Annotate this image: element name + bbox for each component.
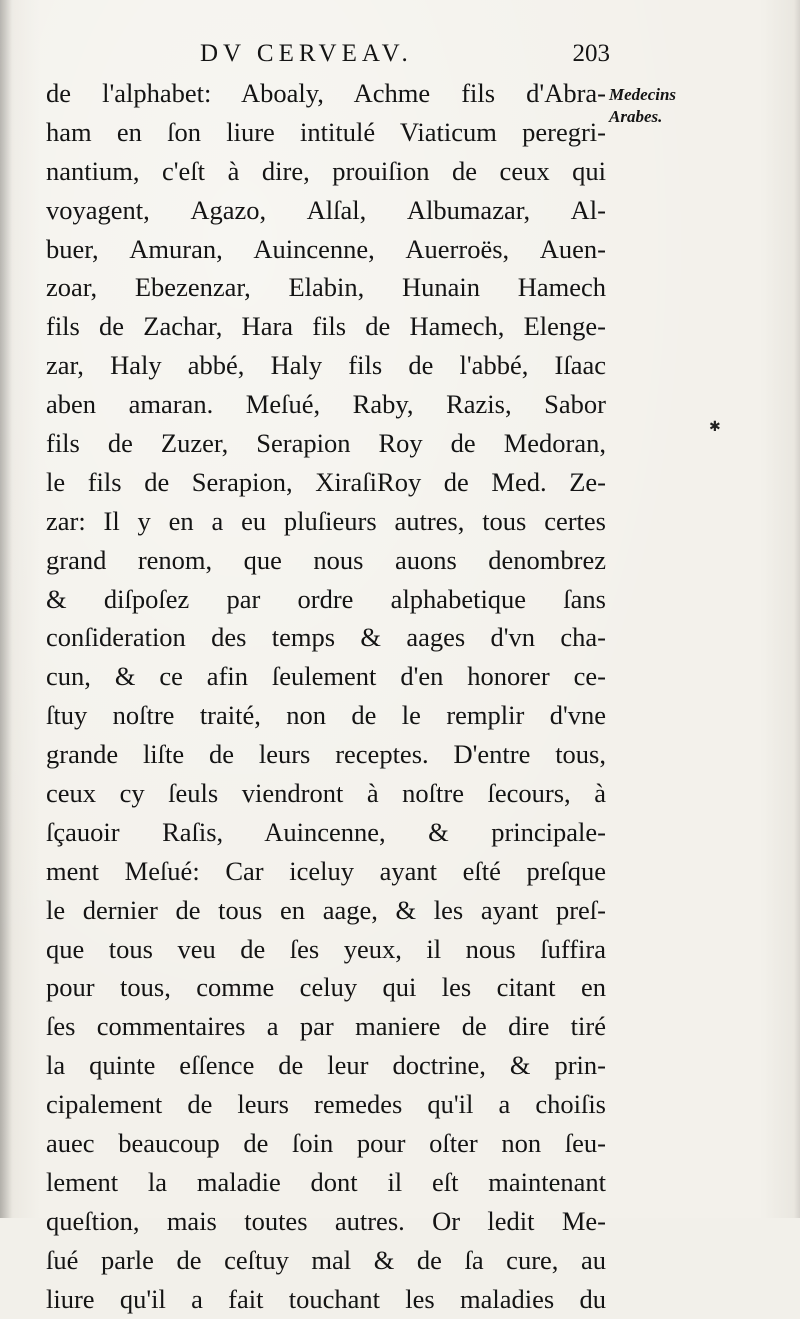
- text-line: la quinte eſſence de leur doctrine, & prin-: [46, 1050, 606, 1081]
- text-line: auec beaucoup de ſoin pour oſter non ſeu-: [46, 1128, 606, 1159]
- text-line: grand renom, que nous auons denombrez: [46, 544, 606, 575]
- text-line: de l'alphabet: Aboaly, Achme fils d'Abra-: [46, 78, 606, 108]
- page-edge: [794, 0, 800, 1218]
- gutter-shadow: [0, 0, 12, 1218]
- text-line: le fils de Serapion, XiraſiRoy de Med. Ze-: [46, 466, 606, 497]
- text-line: zoar, Ebezenzar, Elabin, Hunain Hamech: [46, 272, 606, 303]
- margin-note-line: Arabes.: [609, 107, 663, 126]
- margin-note: [609, 84, 709, 128]
- text-line: zar, Haly abbé, Haly fils de l'abbé, Iſaac: [46, 350, 606, 381]
- margin-note-line: Medecins: [609, 85, 677, 104]
- text-line: cun, & ce afin ſeulement d'en honorer ce-: [46, 661, 606, 692]
- ink-speck: ✱: [709, 419, 721, 435]
- text-line: ſes commentaires a par maniere de dire tiré: [46, 1011, 606, 1042]
- text-line: que tous veu de ſes yeux, il nous ſuffira: [46, 933, 606, 964]
- text-line: ment Meſué: Car iceluy ayant eſté preſque: [46, 855, 606, 886]
- text-line: pour tous, comme celuy qui les citant en: [46, 972, 606, 1003]
- text-line: cipalement de leurs remedes qu'il a choiſis: [46, 1089, 606, 1120]
- text-line: nantium, c'eſt à dire, prouiſion de ceux qui: [46, 155, 606, 186]
- text-line: le dernier de tous en aage, & les ayant preſ-: [46, 894, 606, 925]
- body-text: [46, 74, 606, 1319]
- running-head: [200, 40, 610, 76]
- text-line: buer, Amuran, Auincenne, Auerroës, Auen-: [46, 233, 606, 264]
- text-line: ſtuy noſtre traité, non de le remplir d'vne: [46, 700, 606, 731]
- text-line: ceux cy ſeuls viendront à noſtre ſecours, à: [46, 778, 606, 809]
- text-line: & diſpoſez par ordre alphabetique ſans: [46, 583, 606, 614]
- page-number: 203: [572, 40, 610, 67]
- text-line: aben amaran. Meſué, Raby, Razis, Sabor: [46, 389, 606, 420]
- text-line: fils de Zuzer, Serapion Roy de Medoran,: [46, 428, 606, 459]
- text-line: lement la maladie dont il eſt maintenant: [46, 1166, 606, 1197]
- text-line: conſideration des temps & aages d'vn cha-: [46, 622, 606, 653]
- running-title: DV CERVEAV.: [200, 40, 413, 67]
- text-line: liure qu'il a fait touchant les maladies du: [46, 1283, 606, 1314]
- text-line: fils de Zachar, Hara fils de Hamech, Elenge-: [46, 311, 606, 342]
- text-line: zar: Il y en a eu pluſieurs autres, tous certes: [46, 505, 606, 536]
- text-line: ham en ſon liure intitulé Viaticum peregri-: [46, 116, 606, 147]
- text-line: queſtion, mais toutes autres. Or ledit Me-: [46, 1205, 606, 1236]
- text-line: ſué parle de ceſtuy mal & de ſa cure, au: [46, 1244, 606, 1275]
- text-line: grande liſte de leurs receptes. D'entre tous,: [46, 739, 606, 770]
- text-line: ſçauoir Raſis, Auincenne, & principale-: [46, 816, 606, 847]
- text-line: voyagent, Agazo, Alſal, Albumazar, Al-: [46, 194, 606, 225]
